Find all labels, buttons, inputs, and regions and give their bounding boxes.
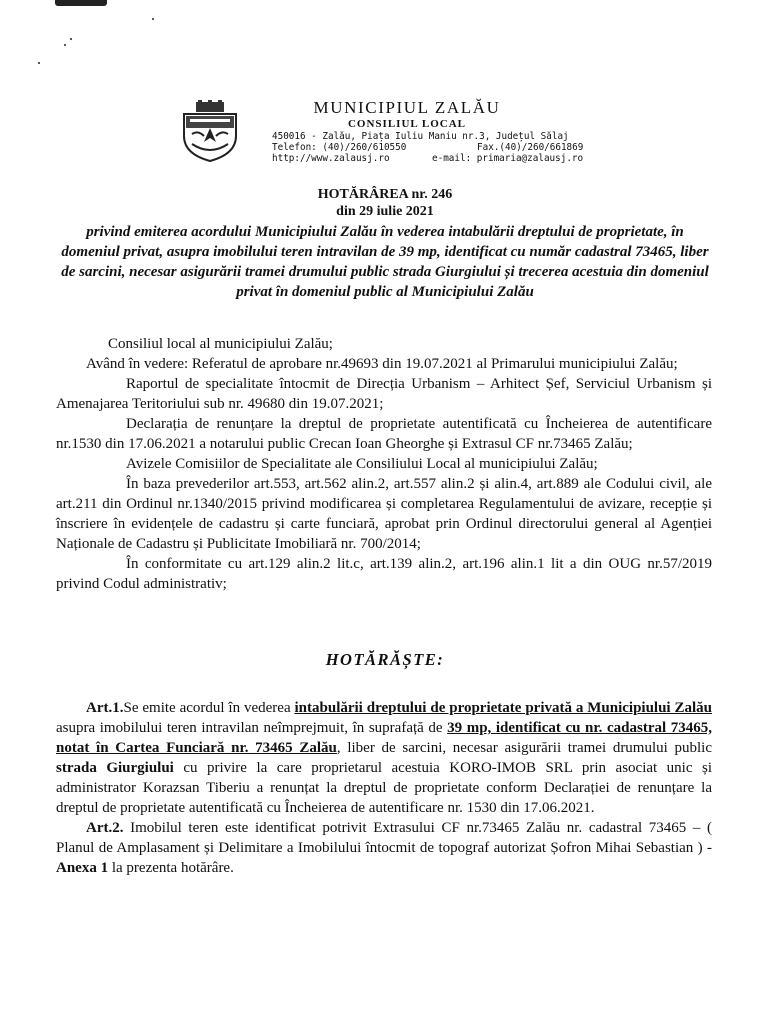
preamble-paragraph: Raportul de specialitate întocmit de Direcția Urbanism – Arhitect Șef, Serviciul Urbanism și Amenajarea Teritoriului sub nr. 49680 din 19.07.2021;	[56, 376, 712, 412]
decides-heading: HOTĂRĂȘTE:	[325, 650, 445, 669]
scan-artifact	[55, 0, 107, 6]
article-text: Se emite acordul în vederea	[123, 700, 295, 716]
scan-speck	[70, 38, 72, 40]
address-line: 450016 - Zalău, Piața Iuliu Maniu nr.3, Județul Sălaj	[272, 131, 569, 142]
scan-speck	[38, 62, 40, 64]
articles	[56, 698, 712, 878]
preamble-paragraph: Având în vedere: Referatul de aprobare nr.49693 din 19.07.2021 al Primarului municipiului Zalău;	[86, 356, 678, 372]
letterhead	[172, 98, 612, 164]
article-text: cu privire la care proprietarul acestuia KORO-IMOB SRL prin asociat unic și administrator Korazsan Tiberiu a renunțat la dreptul de proprietate conform Declarației de renunțare la dreptul de proprietate autentificată cu Încheierea de autentificare nr. 1530 din 17.06.2021.	[56, 760, 712, 816]
email-address: e-mail: primaria@zalausj.ro	[432, 153, 584, 164]
preamble-paragraph: Declarația de renunțare la dreptul de proprietate autentificată cu Încheierea de autentificare nr.1530 din 17.06.2021 a notarului public Crecan Ioan Gheorghe și Extrasul CF nr.73465 Zalău;	[56, 416, 712, 452]
scan-speck	[64, 44, 66, 46]
fax-number: Fax.(40)/260/661869	[477, 142, 584, 153]
preamble-paragraph: În conformitate cu art.129 alin.2 lit.c, art.139 alin.2, art.196 alin.1 lit a din OUG nr.57/2019 privind Codul administrativ;	[56, 556, 712, 592]
decision-subject: privind emiterea acordului Municipiului Zalău în vederea intabulării dreptului de proprietate, în domeniul privat, asupra imobilului teren intravilan de 39 mp, identificat cu număr cadastral 73465, liber de sarcini, necesar asigurării tramei drumului public strada Giurgiului și trecerea acestuia din domeniul privat în domeniul public al Municipiului Zalău	[61, 224, 709, 300]
decision-date: din 29 iulie 2021	[336, 204, 434, 219]
scan-speck	[152, 18, 154, 20]
website: http://www.zalausj.ro	[272, 153, 390, 164]
council-name: CONSILIUL LOCAL	[347, 118, 466, 130]
decision-title: HOTĂRÂREA nr. 246	[317, 187, 453, 202]
article-text: Imobilul teren este identificat potrivit Extrasului CF nr.73465 Zalău nr. cadastral 73465 – ( Planul de Amplasament și Delimitare a Imobilului întocmit de topograf autorizat Șofron Mihai Sebastian ) -	[56, 820, 712, 856]
street-name: strada Giurgiului	[56, 760, 174, 776]
article-emphasis: 39 mp, identificat cu nr. cadastral 73465, notat în Cartea Funciară nr. 73465 Zalău	[56, 720, 712, 756]
preamble-paragraph: În baza prevederilor art.553, art.562 alin.2, art.557 alin.2 și alin.4, art.889 ale Codului civil, ale art.211 din Ordinul nr.1340/2015 privind modificarea și completarea Regulamentului de avizare, recepție și înscriere în evidențele de cadastru și carte funciară, aprobat prin Ordinul directorului general al Agenției Naționale de Cadastru și Publicitate Imobiliară nr. 700/2014;	[56, 476, 712, 552]
article-text: asupra imobilului teren intravilan neîmprejmuit, în suprafață de	[56, 720, 448, 736]
article-1	[56, 698, 712, 818]
decision-heading	[60, 186, 710, 302]
article-emphasis: intabulării dreptului de proprietate privată a Municipiului Zalău	[294, 700, 712, 716]
phone-number: Telefon: (40)/260/610550	[272, 142, 407, 153]
article-text: la prezenta hotărâre.	[108, 860, 234, 876]
preamble	[56, 334, 712, 594]
institution-name: MUNICIPIUL ZALĂU	[313, 98, 501, 117]
article-2	[56, 818, 712, 878]
annex-reference: Anexa 1	[56, 860, 109, 876]
article-label: Art.2.	[86, 820, 124, 836]
web-email-line	[272, 153, 612, 164]
city-coat-of-arms-icon	[178, 100, 242, 162]
article-text: , liber de sarcini, necesar asigurării tramei drumului public	[336, 740, 713, 756]
preamble-paragraph: Avizele Comisiilor de Specialitate ale Consiliului Local al municipiului Zalău;	[126, 456, 598, 472]
article-label: Art.1.	[86, 700, 124, 716]
phone-fax-line	[272, 142, 612, 153]
preamble-paragraph: Consiliul local al municipiului Zalău;	[108, 336, 333, 352]
